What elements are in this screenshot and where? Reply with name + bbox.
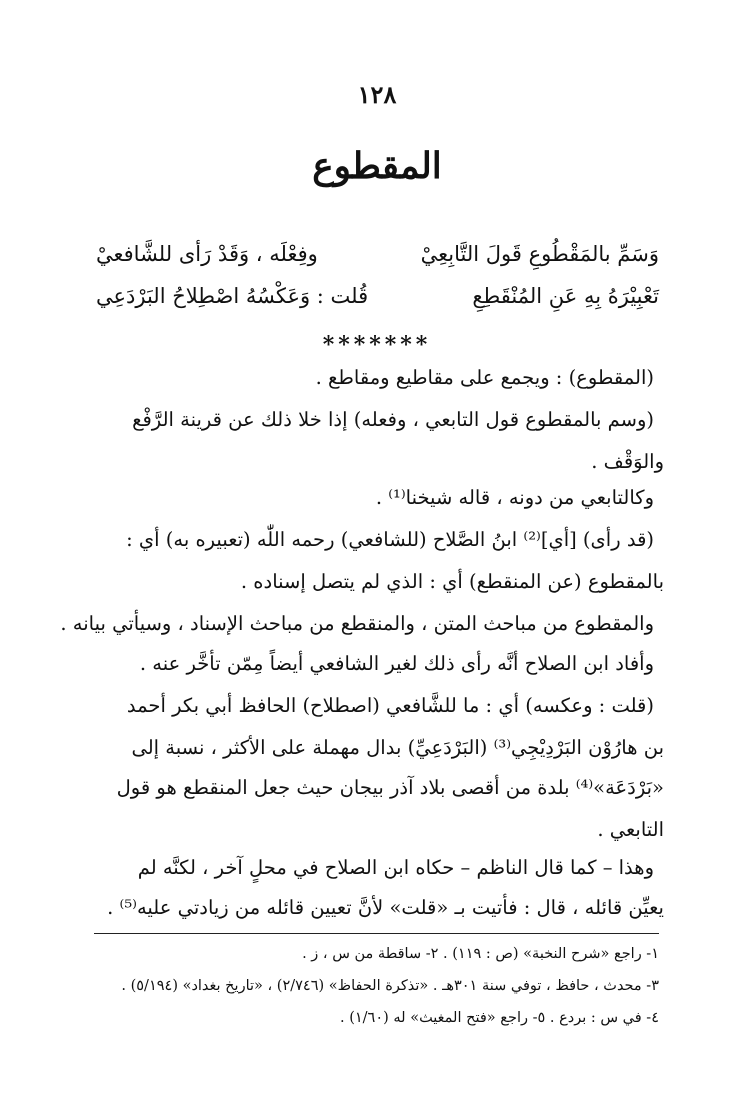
commentary-line: وكالتابعي من دونه ، قاله شيخنا⁽¹⁾ . bbox=[375, 486, 654, 509]
separator: ******* bbox=[322, 332, 432, 358]
verse-2-second-hemistich: قُلت : وَعَكْسُهُ اصْطِلاحُ البَرْدَعِي bbox=[96, 284, 369, 308]
page-number: ١٢٨ bbox=[357, 80, 397, 109]
commentary-line: التابعي . bbox=[597, 818, 664, 841]
footnote-divider bbox=[94, 933, 659, 934]
commentary-line: بالمقطوع (عن المنقطع) أي : الذي لم يتصل إسناده . bbox=[240, 570, 664, 593]
commentary-line: (قلت : وعكسه) أي : ما للشَّافعي (اصطلاح) الحافظ أبي بكر أحمد bbox=[126, 694, 654, 717]
commentary-line: يعيِّن قائله ، قال : فأتيت بـ «قلت» لأنَّ تعيين قائله من زيادتي عليه⁽⁵⁾ . bbox=[107, 896, 664, 919]
commentary-line: بن هارُوْن البَرْدِيْجِي⁽³⁾ (البَرْدَعِيِّ) بدال مهملة على الأكثر ، نسبة إلى bbox=[131, 736, 664, 759]
verse-2-first-hemistich: تَعْبِيْرَهُ بِهِ عَنِ المُنْقَطِعِ bbox=[472, 284, 659, 308]
verse-1-second-hemistich: وفِعْلَه ، وَقَدْ رَأى للشَّافعيْ bbox=[96, 242, 318, 266]
footnote-line: ٣- محدث ، حافظ ، توفي سنة ٣٠١هـ . «تذكرة الحفاظ» (٢/٧٤٦) ، «تاريخ بغداد» (٥/١٩٤) . bbox=[121, 978, 659, 994]
commentary-line: والوَقْف . bbox=[591, 450, 664, 473]
commentary-line: (وسم بالمقطوع قول التابعي ، وفعله) إذا خلا ذلك عن قرينة الرَّفْع bbox=[132, 408, 654, 431]
footnote-line: ٤- في س : بردع . ٥- راجع «فتح المغيث» له (١/٦٠) . bbox=[339, 1010, 659, 1026]
commentary-line: وأفاد ابن الصلاح أنَّه رأى ذلك لغير الشافعي أيضاً مِمّن تأخَّر عنه . bbox=[139, 652, 654, 675]
commentary-line: والمقطوع من مباحث المتن ، والمنقطع من مباحث الإسناد ، وسيأتي بيانه . bbox=[60, 612, 654, 635]
commentary-line: وهذا – كما قال الناظم – حكاه ابن الصلاح في محلٍ آخر ، لكنَّه لم bbox=[137, 856, 654, 879]
commentary-line: (المقطوع) : ويجمع على مقاطيع ومقاطع . bbox=[315, 366, 654, 389]
chapter-title: المقطوع bbox=[312, 145, 442, 187]
commentary-line: (قد رأى) [أي]⁽²⁾ ابنُ الصَّلاح (للشافعي) رحمه اللّٰه (تعبيره به) أي : bbox=[126, 528, 654, 551]
verse-1-first-hemistich: وَسَمِّ بالمَقْطُوعِ قَولَ التَّابِعِيْ bbox=[420, 242, 659, 266]
footnote-line: ١- راجع «شرح النخبة» (ص : ١١٩) . ٢- ساقطة من س ، ز . bbox=[302, 946, 659, 962]
commentary-line: «بَرْدَعَة»⁽⁴⁾ بلدة من أقصى بلاد آذر بيجان حيث جعل المنقطع هو قول bbox=[116, 776, 664, 799]
